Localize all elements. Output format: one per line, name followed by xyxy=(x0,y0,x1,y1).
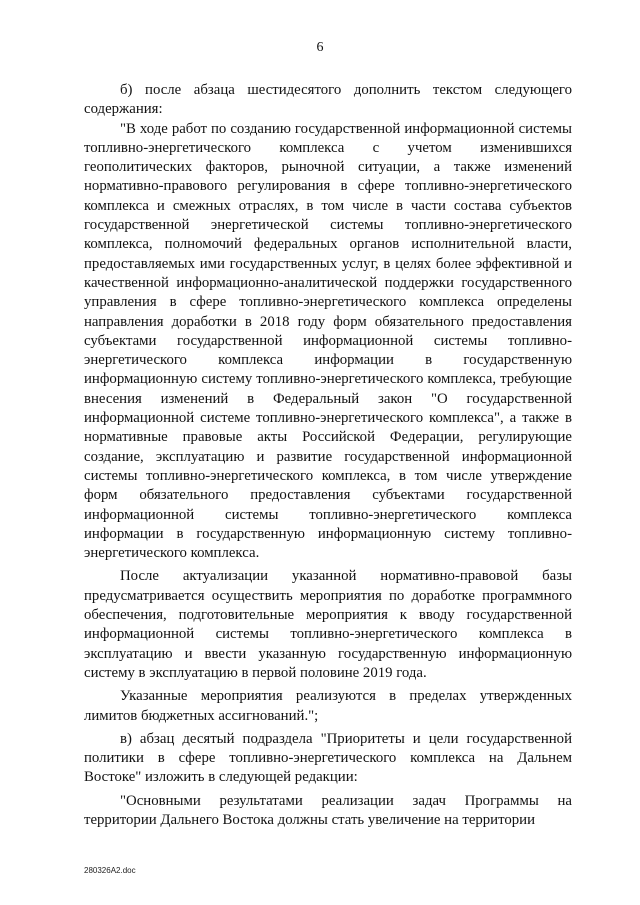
document-body xyxy=(84,81,572,830)
paragraph-after-update: После актуализации указанной нормативно-правовой базы предусматривается осуществить мероприятия по доработке программного обеспечения, подготовительные мероприятия к вводу государственной информационной системы топливно-энергетического комплекса в эксплуатацию и ввести указанную государственную информационную систему в эксплуатацию в первой половине 2019 года. xyxy=(84,568,572,681)
paragraph-quoted-gis-tek: "В ходе работ по созданию государственной информационной системы топливно-энергетического комплекса с учетом изменившихся геополитических факторов, рыночной ситуации, а также изменений нормативно-правового регулирования в сфере топливно-энергетического комплекса и смежных отраслях, в том числе в части состава субъектов государственной энергетической системы топливно-энергетического комплекса, полномочий федеральных органов исполнительной власти, предоставляемых ими государственных услуг, в целях более эффективной и качественной информационно-аналитической поддержки государственного управления в сфере топливно-энергетического комплекса определены направления доработки в 2018 году форм обязательного предоставления субъектами государственной информационной системы топливно-энергетического комплекса информации в государственную информационную систему топливно-энергетического комплекса, требующие внесения изменений в Федеральный закон "О государственной информационной системе топливно-энергетического комплекса", а также в нормативные правовые акты Российской Федерации, регулирующие создание, эксплуатацию и развитие государственной информационной системы топливно-энергетического комплекса, в том числе утверждение форм обязательного предоставления субъектами государственной информационной системы топливно-энергетического комплекса информации в государственную информационную систему топливно-энергетического комплекса. xyxy=(84,120,572,562)
footer-file-code: 280326A2.doc xyxy=(84,866,136,875)
paragraph-far-east-results: "Основными результатами реализации задач Программы на территории Дальнего Востока должны стать увеличение на территории xyxy=(84,792,572,828)
page-number: 6 xyxy=(316,40,324,55)
paragraph-amendment-b: б) после абзаца шестидесятого дополнить текстом следующего содержания: xyxy=(84,82,572,118)
paragraph-budget-limits: Указанные мероприятия реализуются в пределах утвержденных лимитов бюджетных ассигнований."; xyxy=(84,688,572,724)
paragraph-amendment-c: в) абзац десятый подраздела "Приоритеты и цели государственной политики в сфере топливно-энергетического комплекса на Дальнем Востоке" изложить в следующей редакции: xyxy=(84,730,572,786)
